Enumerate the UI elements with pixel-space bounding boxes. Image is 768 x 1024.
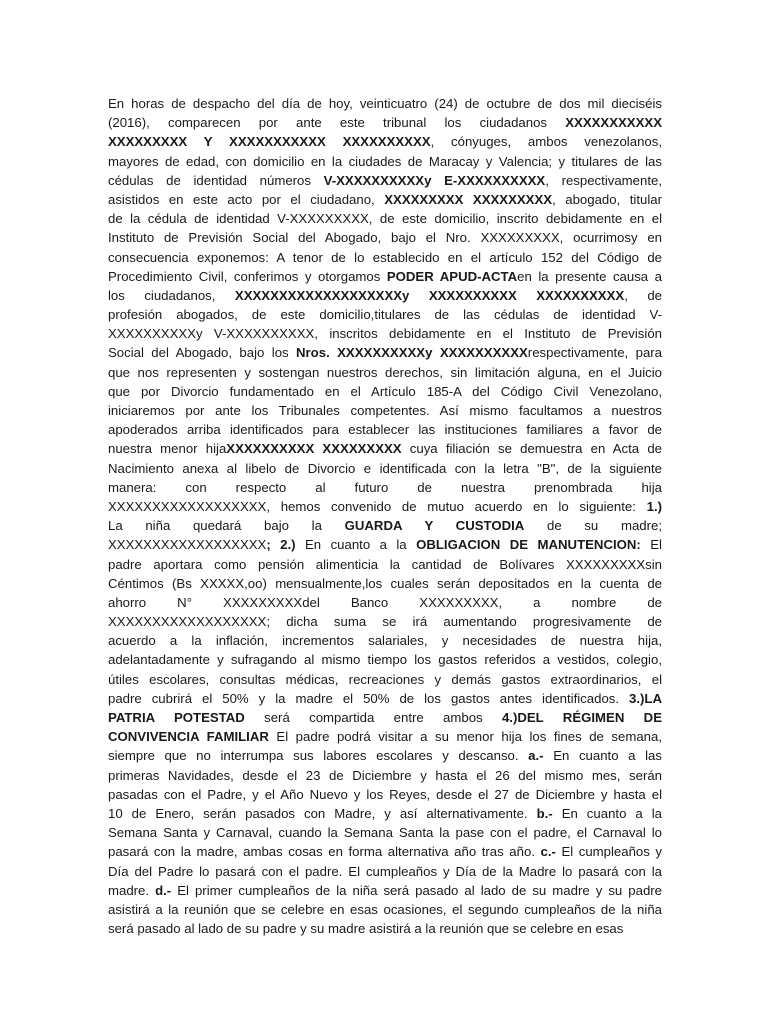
text-run: El primer cumpleaños de la niña será pasado al lado de su madre y su padre (171, 882, 662, 898)
text-run: XXXXXXXXXXXXXXXXXX (108, 537, 267, 553)
text-run: En horas de despacho del día de hoy, veinticuatro (24) de octubre de dos mil dieciséis (108, 96, 662, 111)
text-run: cuya filiación se demuestra en Acta de (401, 441, 662, 457)
bold-text-run: XXXXXXXXXXX (565, 115, 662, 131)
text-run: cédulas de identidad números (108, 172, 324, 188)
text-run: Nacimiento anexa al libelo de Divorcio e identificada con la letra "B", de la siguiente (108, 460, 662, 476)
text-line (108, 823, 662, 842)
text-run: , de (624, 287, 662, 303)
text-run: iniciaremos por ante los Tribunales competentes. Así mismo facultamos a nuestros (108, 403, 662, 418)
text-run: , abogado, titular (552, 191, 663, 207)
text-line (108, 286, 662, 305)
text-run: En cuanto a la (552, 805, 662, 821)
text-run: que nos representen y sostengan nuestros derechos, sin limitación alguna, en el Juicio (108, 364, 662, 380)
text-run: acuerdo a la inflación, incrementos salariales, y necesidades de nuestra hija, (108, 633, 662, 649)
bold-text-run: XXXXXXXXX XXXXXXXXX (384, 191, 553, 207)
text-run: consecuencia exponemos: A tenor de lo establecido en el artículo 152 del Código de (108, 249, 662, 265)
text-line (108, 612, 662, 631)
text-line (108, 842, 662, 861)
text-run: Procedimiento Civil, conferimos y otorgamos (108, 268, 387, 284)
text-line (108, 593, 662, 612)
document-body (108, 94, 662, 938)
text-run: La niña quedará bajo la (108, 518, 345, 534)
bold-text-run: b.- (536, 805, 553, 821)
text-run: , respectivamente, (545, 172, 662, 188)
text-run: siempre que no interrumpa sus labores escolares y descanso. (108, 748, 529, 764)
text-run: ahorro N° XXXXXXXXXdel Banco XXXXXXXXX, a nombre de (108, 594, 662, 610)
text-line (108, 478, 662, 497)
text-run: de su madre; (524, 518, 662, 534)
text-run: Instituto de Previsión Social del Abogado, bajo el Nro. XXXXXXXXX, ocurrimosy en (108, 230, 662, 246)
text-line (108, 785, 662, 804)
text-line (108, 113, 662, 132)
text-run: El padre podrá visitar a su menor hija los fines de semana, (268, 729, 662, 745)
bold-text-run: GUARDA Y CUSTODIA (344, 518, 525, 534)
text-line (108, 862, 662, 881)
text-line (108, 804, 662, 823)
text-run: padre aportara como pensión alimenticia la cantidad de Bolívares XXXXXXXXXsin (108, 556, 662, 572)
text-run: El cumpleaños y (555, 844, 663, 860)
text-line (108, 919, 662, 938)
bold-text-run: XXXXXXXXXX XXXXXXXXX (226, 441, 402, 457)
bold-text-run: V-XXXXXXXXXXy E-XXXXXXXXXX (323, 172, 546, 188)
text-line (108, 689, 662, 708)
bold-text-run: 1.) (646, 498, 662, 514)
text-run: nuestra menor hija (108, 441, 227, 457)
text-line (108, 439, 662, 458)
text-line (108, 420, 662, 439)
text-run: Día del Padre lo pasará con el padre. El cumpleaños y Día de la Madre lo pasará con la (108, 863, 662, 879)
bold-text-run: 4.)DEL RÉGIMEN DE (501, 710, 662, 725)
text-run: , cónyuges, ambos venezolanos, (430, 134, 662, 150)
text-line (108, 132, 662, 151)
text-line (108, 94, 662, 113)
bold-text-run: 3.)LA (629, 690, 662, 706)
bold-text-run: XXXXXXXXXXXXXXXXXXXy XXXXXXXXXX XXXXXXXXXX (234, 287, 625, 303)
text-line (108, 459, 662, 478)
text-line (108, 401, 662, 420)
bold-text-run: a.- (528, 748, 544, 764)
text-line (108, 190, 662, 209)
text-run: de la cédula de identidad V-XXXXXXXXX, de este domicilio, inscrito debidamente en el (108, 211, 662, 227)
bold-text-run: d.- (155, 882, 172, 898)
text-line (108, 497, 662, 516)
text-line (108, 209, 662, 228)
bold-text-run: XXXXXXXXX Y XXXXXXXXXXX XXXXXXXXXX (108, 134, 431, 150)
text-run: que por Divorcio fundamentado en el Artículo 185-A del Código Civil Venezolano, (108, 383, 662, 399)
text-run: Social del Abogado, bajo los (108, 345, 297, 361)
text-run: XXXXXXXXXXXXXXXXXX; dicha suma se irá aumentando progresivamente de (108, 614, 662, 630)
text-run: XXXXXXXXXXy V-XXXXXXXXXX, inscritos debidamente en el Instituto de Previsión (108, 326, 662, 342)
text-run: útiles escolares, consultas médicas, recreaciones y demás gastos extraordinarios, el (108, 671, 662, 687)
text-run: Semana Santa y Carnaval, cuando la Semana Santa la pase con el padre, el Carnaval lo (108, 825, 662, 841)
bold-text-run: PATRIA POTESTAD (108, 710, 245, 725)
text-run: en la presente causa a (517, 268, 662, 284)
text-line (108, 746, 662, 765)
bold-text-run: c.- (540, 844, 556, 860)
text-run: asistidos en este acto por el ciudadano, (108, 191, 385, 207)
text-run: pasadas con el Padre, y el Año Nuevo y los Reyes, desde el 27 de Diciembre y hasta el (108, 786, 662, 802)
text-run: En cuanto a las (543, 748, 662, 764)
text-line (108, 305, 662, 324)
text-run: Céntimos (Bs XXXXX,oo) mensualmente,los cuales serán depositados en la cuenta de (108, 575, 662, 591)
text-run: padre cubrirá el 50% y la madre el 50% de los gastos antes identificados. (108, 690, 630, 706)
text-line (108, 555, 662, 574)
text-run: En cuanto a la (295, 537, 417, 553)
text-run: (2016), comparecen por ante este tribunal los ciudadanos (108, 115, 566, 131)
text-run: El (640, 537, 662, 553)
bold-text-run: CONVIVENCIA FAMILIAR (108, 729, 269, 745)
text-line (108, 727, 662, 746)
text-line (108, 516, 662, 535)
text-line (108, 363, 662, 382)
text-run: manera: con respecto al futuro de nuestra prenombrada hija (108, 479, 662, 495)
text-run: será compartida entre ambos (244, 710, 502, 725)
text-line (108, 267, 662, 286)
text-run: XXXXXXXXXXXXXXXXXX, hemos convenido de mutuo acuerdo en lo siguiente: (108, 498, 647, 514)
text-run: 10 de Enero, serán pasados con Madre, y así alternativamente. (108, 805, 537, 821)
bold-text-run: ; 2.) (266, 537, 296, 553)
text-line (108, 171, 662, 190)
bold-text-run: Nros. XXXXXXXXXXy XXXXXXXXXX (296, 345, 528, 361)
text-run: primeras Navidades, desde el 23 de Diciembre y hasta el 26 del mismo mes, serán (108, 767, 662, 783)
text-line (108, 343, 662, 362)
text-run: asistirá a la reunión que se celebre en esas ocasiones, el segundo cumpleaños de la niña (108, 901, 662, 917)
text-line (108, 708, 662, 727)
text-line (108, 631, 662, 650)
text-run: adelantadamente y sufragando al mismo tiempo los gastos referidos a vestidos, colegio, (108, 652, 662, 668)
bold-text-run: PODER APUD-ACTA (386, 268, 518, 284)
text-run: profesión abogados, de este domicilio,titulares de las cédulas de identidad V- (108, 307, 662, 323)
text-line (108, 650, 662, 669)
text-run: madre. (108, 882, 156, 898)
text-line (108, 248, 662, 267)
text-line (108, 324, 662, 343)
text-line (108, 900, 662, 919)
text-run: mayores de edad, con domicilio en la ciudades de Maracay y Valencia; y titulares de las (108, 153, 662, 169)
text-run: apoderados arriba identificados para establecer las instituciones familiares a favor de (108, 422, 662, 438)
text-run: respectivamente, para (527, 345, 663, 361)
text-line (108, 535, 662, 554)
text-line (108, 766, 662, 785)
text-line (108, 574, 662, 593)
text-line (108, 881, 662, 900)
bold-text-run: OBLIGACION DE MANUTENCION: (416, 537, 641, 553)
text-line (108, 382, 662, 401)
text-line (108, 670, 662, 689)
text-line (108, 228, 662, 247)
text-run: los ciudadanos, (108, 287, 235, 303)
text-run: pasará con la madre, ambas cosas en forma alternativa año tras año. (108, 844, 541, 860)
text-line (108, 152, 662, 171)
text-run: será pasado al lado de su padre y su madre asistirá a la reunión que se celebre en esas (108, 921, 624, 937)
